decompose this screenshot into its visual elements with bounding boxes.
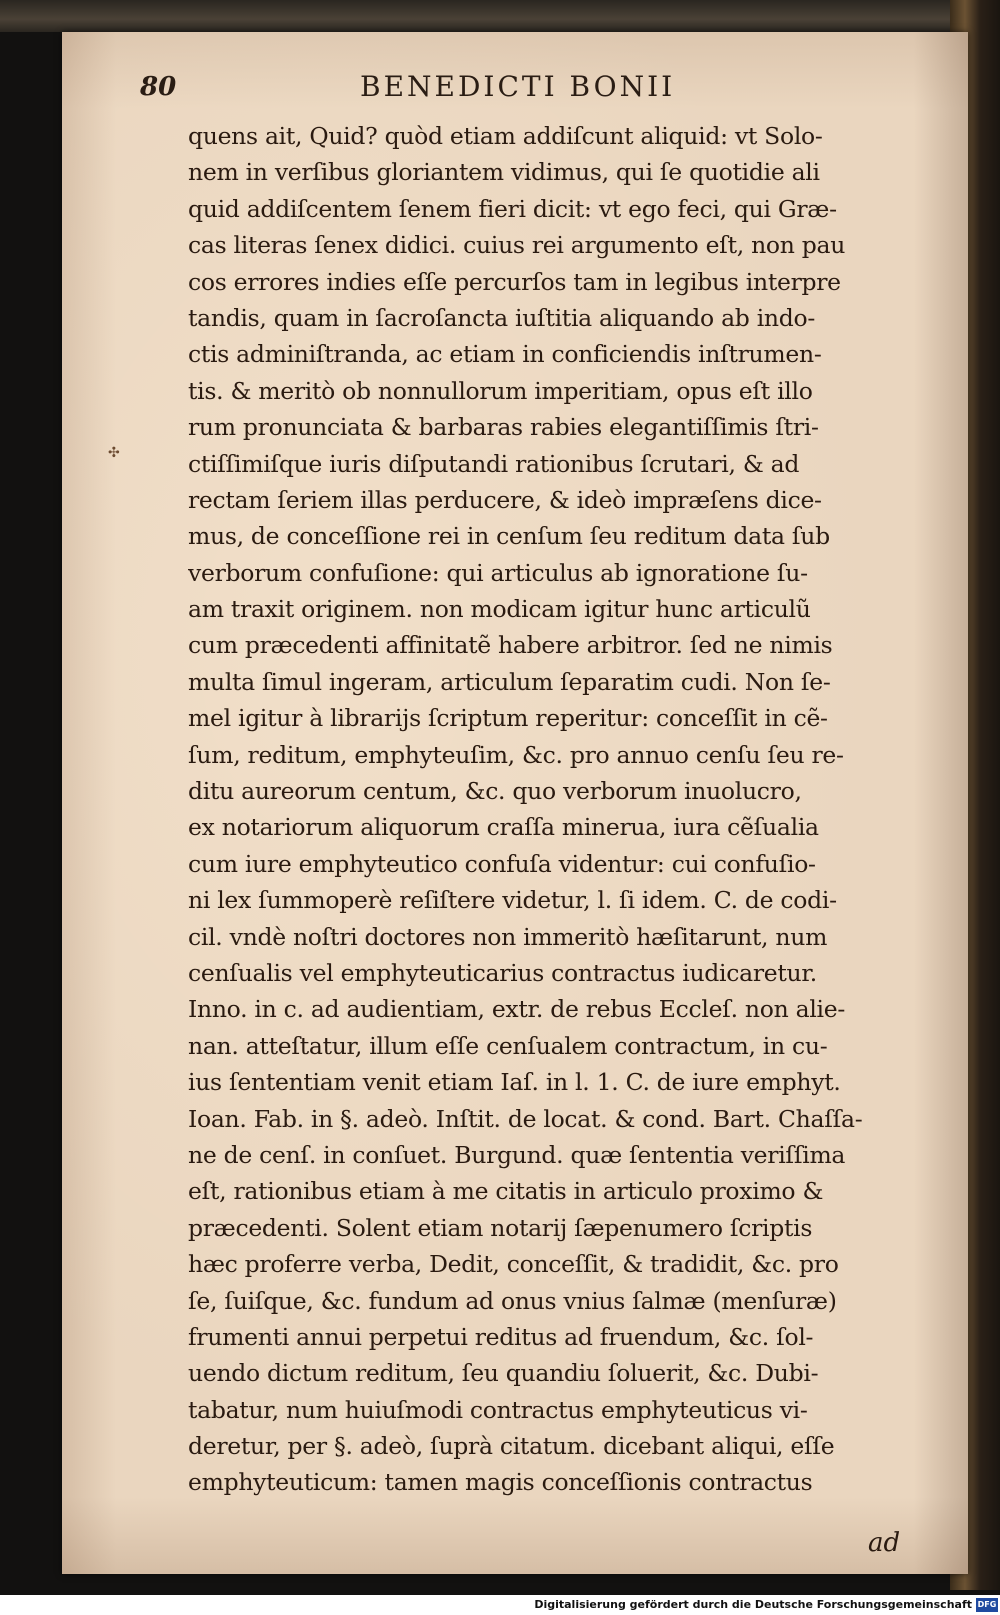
text-line: nan. atteſtatur, illum eſſe cenſualem contractum, in cu- (188, 1031, 828, 1060)
text-line: verborum confuſione: qui articulus ab ignoratione ſu- (188, 558, 808, 587)
text-line: quens ait, Quid? quòd etiam addiſcunt aliquid: vt Solo- (188, 122, 823, 150)
text-line: ctiſſimiſque iuris diſputandi rationibus ſcrutari, & ad (188, 449, 800, 478)
text-line: ius ſententiam venit etiam Iaſ. in l. 1. C. de iure emphyt. (188, 1068, 841, 1097)
text-line: hæc proferre verba, Dedit, conceſſit, & tradidit, &c. pro (188, 1250, 839, 1279)
text-line: præcedenti. Solent etiam notarij ſæpenumero ſcriptis (188, 1213, 813, 1242)
text-line: cos errores indies eſſe percurſos tam in legibus interpre (188, 267, 841, 296)
text-line: Ioan. Fab. in §. adeò. Inſtit. de locat. & cond. Bart. Chaſſa- (188, 1104, 863, 1133)
text-line: ctis adminiſtranda, ac etiam in conficiendis inſtrumen- (188, 340, 822, 369)
text-line: rectam ſeriem illas perducere, & ideò impræſens dice- (188, 485, 822, 514)
book-top-edge (0, 0, 1000, 32)
catchword: ad (868, 1528, 901, 1558)
text-line: ex notariorum aliquorum craſſa minerua, iura cẽſualia (188, 813, 819, 842)
text-line: ditu aureorum centum, &c. quo verborum inuolucro, (188, 777, 802, 806)
text-line: deretur, per §. adeò, ſuprà citatum. dicebant aliqui, eſſe (188, 1432, 835, 1461)
text-line: cas literas ſenex didici. cuius rei argumento eſt, non pau (188, 231, 846, 260)
text-line: tabatur, num huiuſmodi contractus emphyteuticus vi- (188, 1395, 808, 1424)
text-line: ne de cenſ. in conſuet. Burgund. quæ ſententia veriſſima (188, 1140, 846, 1169)
footer-bar (0, 1595, 1000, 1615)
text-block (188, 118, 928, 1501)
text-line: multa ſimul ingeram, articulum ſeparatim cudi. Non ſe- (188, 667, 831, 696)
page-header (140, 60, 860, 108)
running-head: BENEDICTI BONII (360, 70, 676, 103)
dfg-logo: DFG (976, 1598, 998, 1612)
text-line: tis. & meritò ob nonnullorum imperitiam, opus eſt illo (188, 376, 813, 405)
text-line: mel igitur à librarijs ſcriptum reperitur: conceſſit in cẽ- (188, 704, 828, 733)
text-line: uendo dictum reditum, ſeu quandiu ſoluerit, &c. Dubi- (188, 1359, 819, 1388)
text-line: ſe, ſuiſque, &c. fundum ad onus vnius ſalmæ (menſuræ) (188, 1286, 837, 1315)
text-line: Inno. in c. ad audientiam, extr. de rebus Eccleſ. non alie- (188, 995, 845, 1024)
text-line: am traxit originem. non modicam igitur hunc articulũ (188, 595, 811, 624)
text-line: emphyteuticum: tamen magis conceſſionis contractus (188, 1468, 813, 1497)
text-line: ni lex ſummoperè reſiſtere videtur, l. ſi idem. C. de codi- (188, 886, 837, 915)
text-line: eſt, rationibus etiam à me citatis in articulo proximo & (188, 1177, 824, 1206)
text-line: cum iure emphyteutico confuſa videntur: cui confuſio- (188, 849, 816, 878)
text-line: quid addiſcentem ſenem fieri dicit: vt ego feci, qui Græ- (188, 194, 837, 223)
text-line: ſum, reditum, emphyteuſim, &c. pro annuo cenſu ſeu re- (188, 740, 844, 769)
text-line: rum pronunciata & barbaras rabies elegantiſſimis ſtri- (188, 413, 819, 442)
marginal-mark-icon: ✣ (108, 445, 120, 461)
text-line: tandis, quam in ſacroſancta iuſtitia aliquando ab indo- (188, 303, 815, 332)
page-number: 80 (140, 72, 177, 102)
text-line: frumenti annui perpetui reditus ad fruendum, &c. ſol- (188, 1322, 814, 1351)
footer-credit: Digitalisierung gefördert durch die Deutsche Forschungsgemeinschaft (534, 1598, 972, 1611)
text-line: cil. vndè noſtri doctores non immeritò hæſitarunt, num (188, 922, 828, 951)
text-line: cum præcedenti affinitatẽ habere arbitror. ſed ne nimis (188, 631, 833, 660)
text-line: nem in verſibus gloriantem vidimus, qui ſe quotidie ali (188, 158, 820, 187)
text-line: cenſualis vel emphyteuticarius contractus iudicaretur. (188, 958, 817, 987)
text-line: mus, de conceſſione rei in cenſum ſeu reditum data ſub (188, 522, 830, 551)
